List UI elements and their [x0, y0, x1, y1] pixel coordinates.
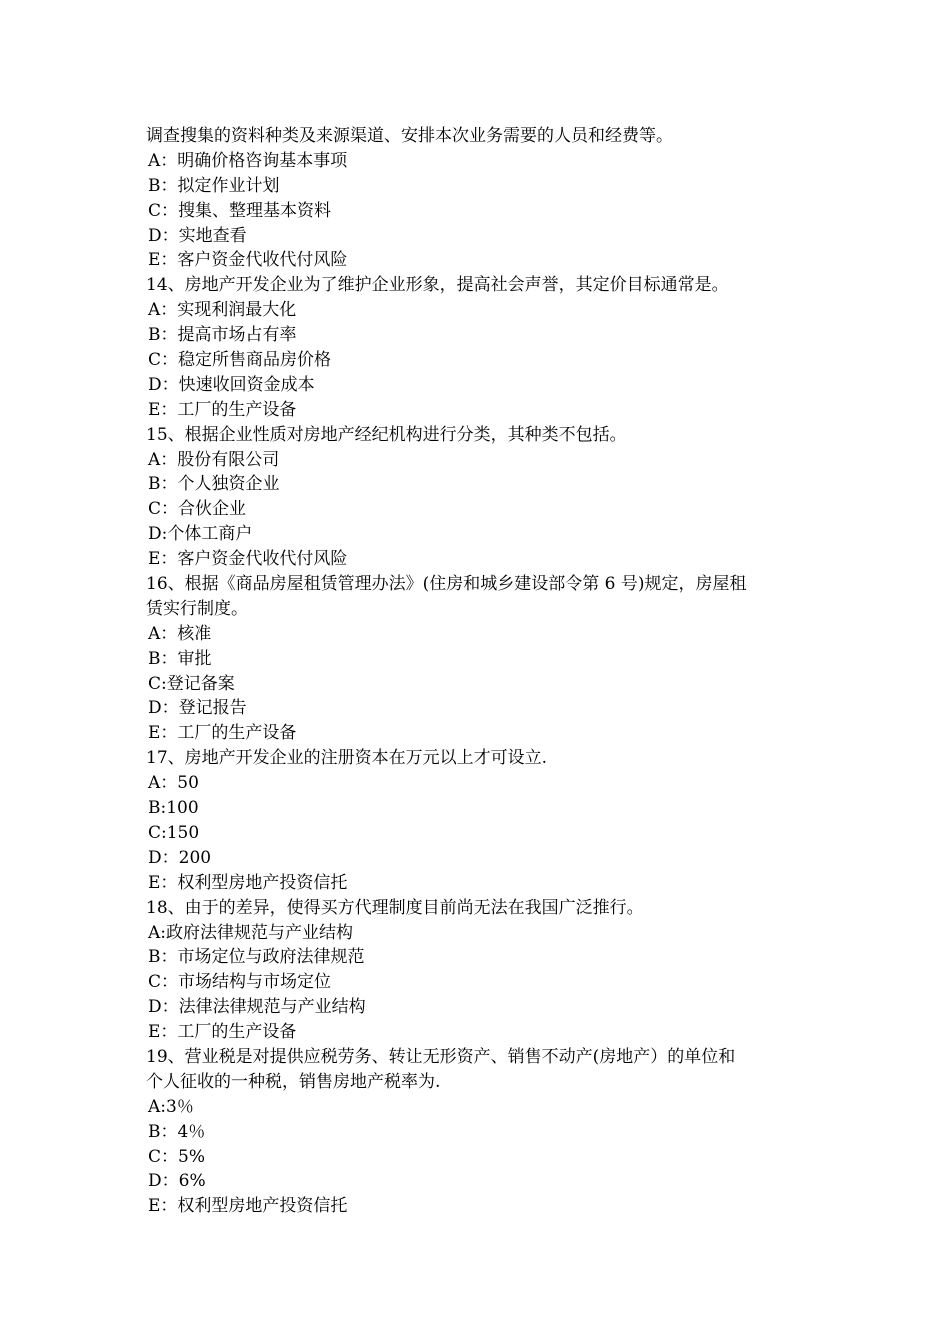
answer-option: D：登记报告 — [148, 698, 247, 719]
answer-option: E：工厂的生产设备 — [148, 1022, 297, 1043]
answer-option: C：合伙企业 — [148, 499, 247, 520]
text-line: 个人征收的一种税，销售房地产税率为. — [146, 1071, 441, 1092]
answer-option: A：实现利润最大化 — [148, 300, 297, 321]
answer-option: B：4％ — [148, 1121, 206, 1142]
answer-option: B：提高市场占有率 — [148, 325, 297, 346]
answer-option: A：明确价格咨询基本事项 — [148, 150, 348, 171]
answer-option: E：权利型房地产投资信托 — [148, 872, 348, 893]
answer-option: D：快速收回资金成本 — [148, 374, 315, 395]
answer-option: A：股份有限公司 — [148, 449, 280, 470]
answer-option: E：客户资金代收代付风险 — [148, 549, 348, 570]
text-line: 调查搜集的资料种类及来源渠道、安排本次业务需要的人员和经费等。 — [146, 126, 673, 146]
answer-option: C:150 — [148, 822, 200, 843]
answer-option: A：50 — [148, 773, 199, 794]
answer-option: C:登记备案 — [148, 673, 235, 694]
question-text: 14、房地产开发企业为了维护企业形象，提高社会声誉，其定价目标通常是。 — [146, 275, 729, 296]
answer-option: C：搜集、整理基本资料 — [148, 200, 332, 221]
answer-option: E：权利型房地产投资信托 — [148, 1196, 348, 1217]
answer-option: D:个体工商户 — [148, 524, 253, 545]
question-text: 15、根据企业性质对房地产经纪机构进行分类，其种类不包括。 — [146, 424, 627, 445]
answer-option: C：稳定所售商品房价格 — [148, 350, 332, 371]
answer-option: B:100 — [148, 798, 199, 819]
answer-option: B：拟定作业计划 — [148, 175, 280, 196]
answer-option: B：市场定位与政府法律规范 — [148, 947, 365, 968]
question-text: 17、房地产开发企业的注册资本在万元以上才可设立. — [146, 748, 548, 769]
answer-option: C：市场结构与市场定位 — [148, 972, 332, 993]
answer-option: C：5% — [148, 1146, 205, 1167]
answer-option: E：工厂的生产设备 — [148, 399, 297, 420]
answer-option: A:政府法律规范与产业结构 — [148, 922, 354, 943]
text-line: 赁实行制度。 — [146, 598, 248, 619]
answer-option: B：个人独资企业 — [148, 474, 280, 495]
answer-option: E：客户资金代收代付风险 — [148, 250, 348, 271]
answer-option: D：实地查看 — [148, 225, 247, 246]
answer-option: D：200 — [148, 847, 212, 868]
answer-option: D：法律法律规范与产业结构 — [148, 997, 366, 1018]
document-body — [146, 124, 816, 1219]
answer-option: E：工厂的生产设备 — [148, 723, 297, 744]
question-text: 19、营业税是对提供应税劳务、转让无形资产、销售不动产(房地产）的单位和 — [146, 1046, 736, 1067]
answer-option: D：6% — [148, 1171, 206, 1192]
answer-option: A：核准 — [148, 623, 212, 644]
question-text: 18、由于的差异，使得买方代理制度目前尚无法在我国广泛推行。 — [146, 897, 644, 918]
answer-option: B：审批 — [148, 648, 212, 669]
question-text: 16、根据《商品房屋租赁管理办法》(住房和城乡建设部令第 6 号)规定，房屋租 — [146, 574, 747, 595]
answer-option: A:3％ — [148, 1096, 194, 1117]
